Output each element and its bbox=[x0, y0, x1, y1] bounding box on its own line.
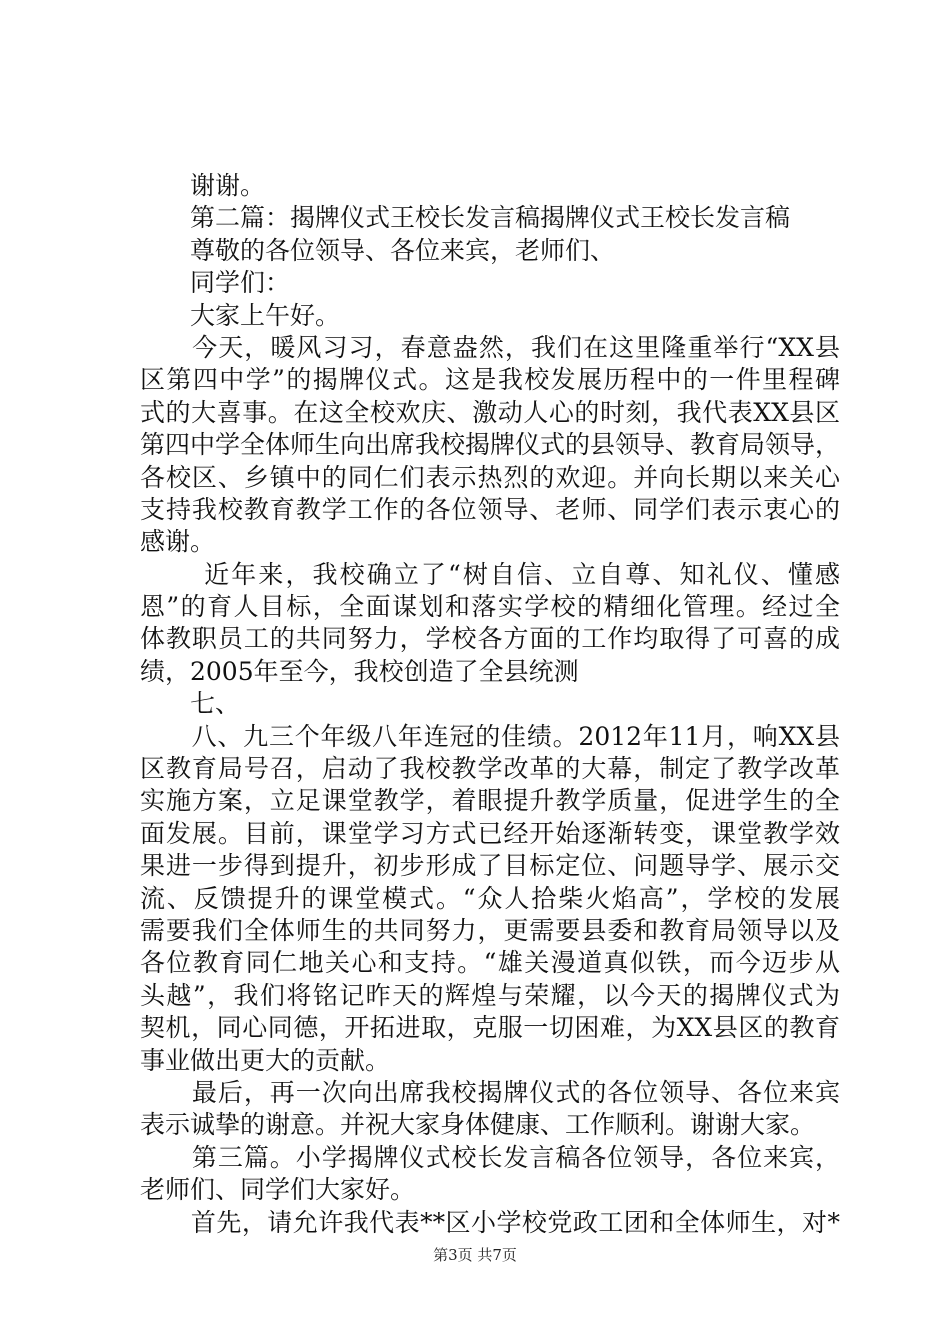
text-line: 老师们、同学们大家好。 bbox=[140, 1175, 416, 1205]
text-line: 区第四中学”的揭牌仪式。这是我校发展历程中的一件里程碑 bbox=[140, 365, 840, 395]
text-line: 谢谢。 bbox=[140, 171, 266, 200]
text-line: 果进一步得到提升，初步形成了目标定位、问题导学、展示交 bbox=[140, 851, 840, 881]
text-line: 感谢。 bbox=[140, 527, 216, 557]
text-line: 绩，2005年至今，我校创造了全县统测 bbox=[140, 656, 579, 686]
text-line: 尊敬的各位领导、各位来宾，老师们、 bbox=[140, 235, 616, 265]
text-line: 今天，暖风习习，春意盎然，我们在这里隆重举行“XX县 bbox=[140, 332, 840, 362]
text-line: 需要我们全体师生的共同努力，更需要县委和教育局领导以及 bbox=[140, 915, 840, 945]
text-line: 恩”的育人目标，全面谋划和落实学校的精细化管理。经过全 bbox=[140, 592, 840, 622]
text-line: 式的大喜事。在这全校欢庆、激动人心的时刻，我代表XX县区 bbox=[140, 397, 840, 427]
text-line: 体教职员工的共同努力，学校各方面的工作均取得了可喜的成 bbox=[140, 624, 840, 654]
text-line: 同学们： bbox=[140, 268, 291, 298]
text-line: 八、九三个年级八年连冠的佳绩。2012年11月，响XX县 bbox=[140, 721, 840, 751]
text-line: 各位教育同仁地关心和支持。“雄关漫道真似铁，而今迈步从 bbox=[140, 948, 840, 978]
document-body bbox=[140, 170, 840, 1239]
text-line: 七、 bbox=[140, 689, 241, 719]
text-line: 区教育局号召，启动了我校教学改革的大幕，制定了教学改革 bbox=[140, 754, 840, 784]
text-line: 第三篇。小学揭牌仪式校长发言稿各位领导，各位来宾， bbox=[140, 1142, 840, 1172]
text-line: 面发展。目前，课堂学习方式已经开始逐渐转变，课堂教学效 bbox=[140, 818, 840, 848]
text-line: 事业做出更大的贡献。 bbox=[140, 1045, 391, 1075]
text-line: 近年来，我校确立了“树自信、立自尊、知礼仪、懂感 bbox=[140, 559, 840, 589]
text-line: 表示诚挚的谢意。并祝大家身体健康、工作顺利。谢谢大家。 bbox=[140, 1110, 816, 1140]
text-line: 第四中学全体师生向出席我校揭牌仪式的县领导、教育局领导， bbox=[140, 430, 841, 460]
text-line: 契机，同心同德，开拓进取，克服一切困难，为XX县区的教育 bbox=[140, 1013, 840, 1043]
text-line: 大家上午好。 bbox=[140, 300, 341, 330]
text-line: 各校区、乡镇中的同仁们表示热烈的欢迎。并向长期以来关心 bbox=[140, 462, 840, 492]
text-line: 实施方案，立足课堂教学，着眼提升教学质量，促进学生的全 bbox=[140, 786, 840, 816]
page-footer bbox=[0, 1244, 950, 1265]
text-line: 头越”，我们将铭记昨天的辉煌与荣耀，以今天的揭牌仪式为 bbox=[140, 980, 840, 1010]
text-line: 最后，再一次向出席我校揭牌仪式的各位领导、各位来宾 bbox=[140, 1077, 840, 1107]
text-line: 流、反馈提升的课堂模式。“众人拾柴火焰高”，学校的发展 bbox=[140, 883, 840, 913]
text-line: 第二篇：揭牌仪式王校长发言稿揭牌仪式王校长发言稿 bbox=[140, 203, 791, 233]
text-line: 支持我校教育教学工作的各位领导、老师、同学们表示衷心的 bbox=[140, 494, 840, 524]
text-line: 首先，请允许我代表**区小学校党政工团和全体师生，对* bbox=[140, 1207, 840, 1237]
page-number-label: 第3页 共7页 bbox=[433, 1246, 517, 1264]
